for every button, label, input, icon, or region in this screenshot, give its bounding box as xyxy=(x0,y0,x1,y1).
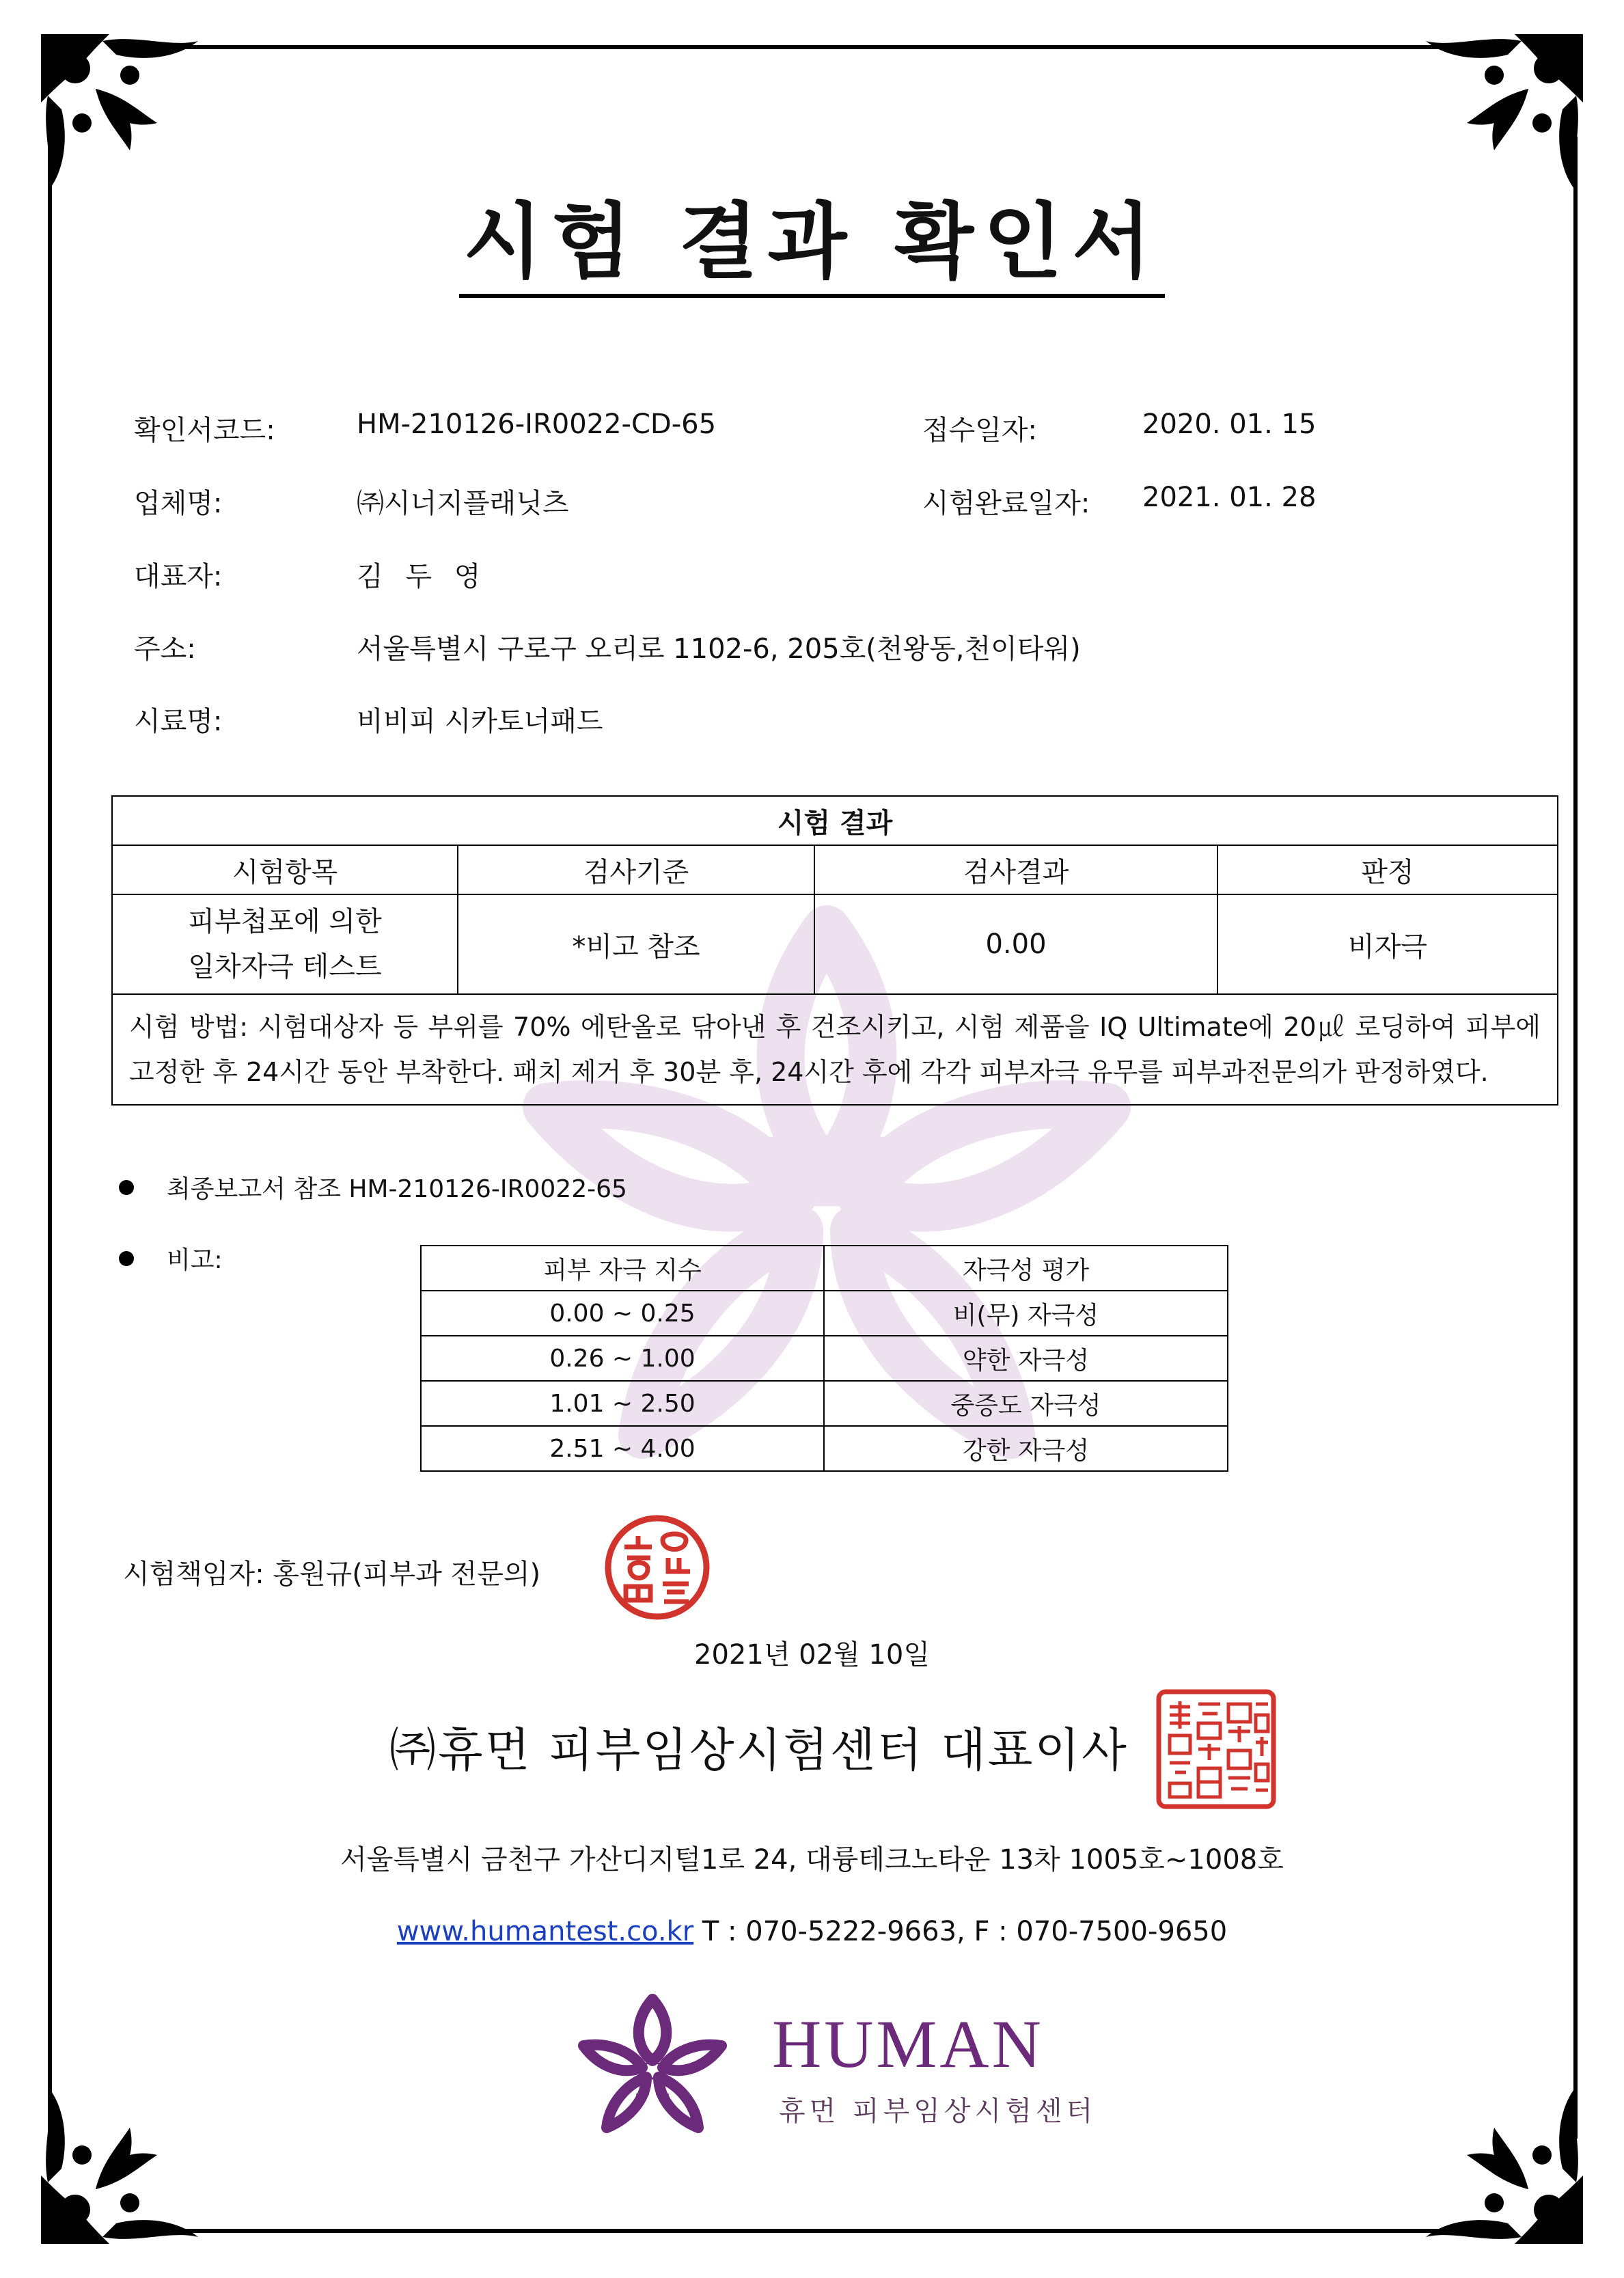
remarks-evaluation: 중증도 자극성 xyxy=(824,1381,1228,1426)
table-row xyxy=(421,1336,1228,1381)
result-standard: *비고 참조 xyxy=(458,894,814,994)
remarks-label: 비고: xyxy=(167,1246,223,1274)
info-label-received: 접수일자: xyxy=(922,415,1038,446)
svg-text:H: H xyxy=(635,2051,670,2106)
info-value-company: ㈜시너지플래닛츠 xyxy=(357,488,569,519)
info-value-code: HM-210126-IR0022-CD-65 xyxy=(357,409,717,440)
col-header-standard: 검사기준 xyxy=(458,845,814,894)
table-row xyxy=(421,1426,1228,1471)
info-value-ceo: 김 두 영 xyxy=(357,561,488,592)
results-heading: 시험 결과 xyxy=(112,796,1558,845)
border-top xyxy=(137,45,1489,49)
logo-name: HUMAN xyxy=(772,2006,1044,2082)
issue-date: 2021년 02월 10일 xyxy=(694,1639,930,1671)
bullet-remarks xyxy=(119,1251,134,1266)
info-label-sample: 시료명: xyxy=(134,706,223,737)
result-item-line2: 일차자극 테스트 xyxy=(188,951,382,983)
remarks-col-index: 피부 자극 지수 xyxy=(421,1246,824,1291)
remarks-range: 1.01 ~ 2.50 xyxy=(421,1381,824,1426)
info-label-ceo: 대표자: xyxy=(134,561,223,592)
final-report-text: 최종보고서 참조 HM-210126-IR0022-65 xyxy=(167,1175,627,1203)
logo-subtitle: 휴먼 피부임상시험센터 xyxy=(779,2096,1097,2127)
result-judgement: 비자극 xyxy=(1217,894,1558,994)
corner-ornament-bottom-left xyxy=(27,2053,232,2258)
info-label-address: 주소: xyxy=(134,633,196,665)
remarks-range: 0.00 ~ 0.25 xyxy=(421,1291,824,1336)
info-value-completed: 2021. 01. 28 xyxy=(1142,482,1317,513)
human-flower-logo-icon xyxy=(575,1992,730,2136)
result-value: 0.00 xyxy=(814,894,1217,994)
col-header-judgement: 판정 xyxy=(1217,845,1558,894)
remarks-col-evaluation: 자극성 평가 xyxy=(824,1246,1228,1291)
col-header-item: 시험항목 xyxy=(112,845,458,894)
center-address: 서울특별시 금천구 가산디지털1로 24, 대륭테크노타운 13차 1005호~1008호 xyxy=(340,1844,1284,1876)
page-title-text: 시험 결과 확인서 xyxy=(459,195,1165,298)
remarks-evaluation: 강한 자극성 xyxy=(824,1426,1228,1471)
remarks-evaluation: 비(무) 자극성 xyxy=(824,1291,1228,1336)
svg-text:H: H xyxy=(752,1088,901,1315)
result-item-line1: 피부첩포에 의한 xyxy=(188,906,382,937)
test-method: 시험 방법: 시험대상자 등 부위를 70% 에탄올로 닦아낸 후 건조시키고, 시험 제품을 IQ Ultimate에 20㎕ 로딩하여 피부에 고정한 후 24시간 동안 부착한다. 패치 제거 후 30분 후, 24시간 후에 각각 피부자극 유무를 피부과전문의가 판정하였다. xyxy=(112,994,1558,1105)
table-row xyxy=(421,1291,1228,1336)
bullet-final-report xyxy=(119,1180,134,1195)
remarks-range: 0.26 ~ 1.00 xyxy=(421,1336,824,1381)
website-link[interactable]: www.humantest.co.kr xyxy=(396,1916,694,1947)
result-item xyxy=(112,894,458,994)
remarks-table xyxy=(420,1245,1228,1472)
contact-line xyxy=(0,1916,1624,1947)
col-header-result: 검사결과 xyxy=(814,845,1217,894)
results-table xyxy=(111,795,1558,1106)
info-label-completed: 시험완료일자: xyxy=(922,488,1090,519)
info-label-code: 확인서코드: xyxy=(134,415,275,446)
remarks-range: 2.51 ~ 4.00 xyxy=(421,1426,824,1471)
page-title xyxy=(0,176,1624,294)
responsible-person: 시험책임자: 홍원규(피부과 전문의) xyxy=(123,1559,541,1590)
info-label-company: 업체명: xyxy=(134,488,223,519)
border-bottom xyxy=(137,2229,1489,2233)
seal-large-icon xyxy=(1155,1688,1278,1811)
info-value-received: 2020. 01. 15 xyxy=(1142,409,1317,440)
corner-ornament-bottom-right xyxy=(1392,2053,1597,2258)
table-row xyxy=(421,1381,1228,1426)
info-value-sample: 비비피 시카토너패드 xyxy=(357,706,603,737)
issuer-name: ㈜휴먼 피부임상시험센터 대표이사 xyxy=(389,1724,1129,1778)
info-value-address: 서울특별시 구로구 오리로 1102-6, 205호(천왕동,천이타워) xyxy=(357,633,1081,665)
seal-small-icon xyxy=(603,1513,712,1622)
phone-fax: T : 070-5222-9663, F : 070-7500-9650 xyxy=(693,1916,1228,1947)
remarks-evaluation: 약한 자극성 xyxy=(824,1336,1228,1381)
